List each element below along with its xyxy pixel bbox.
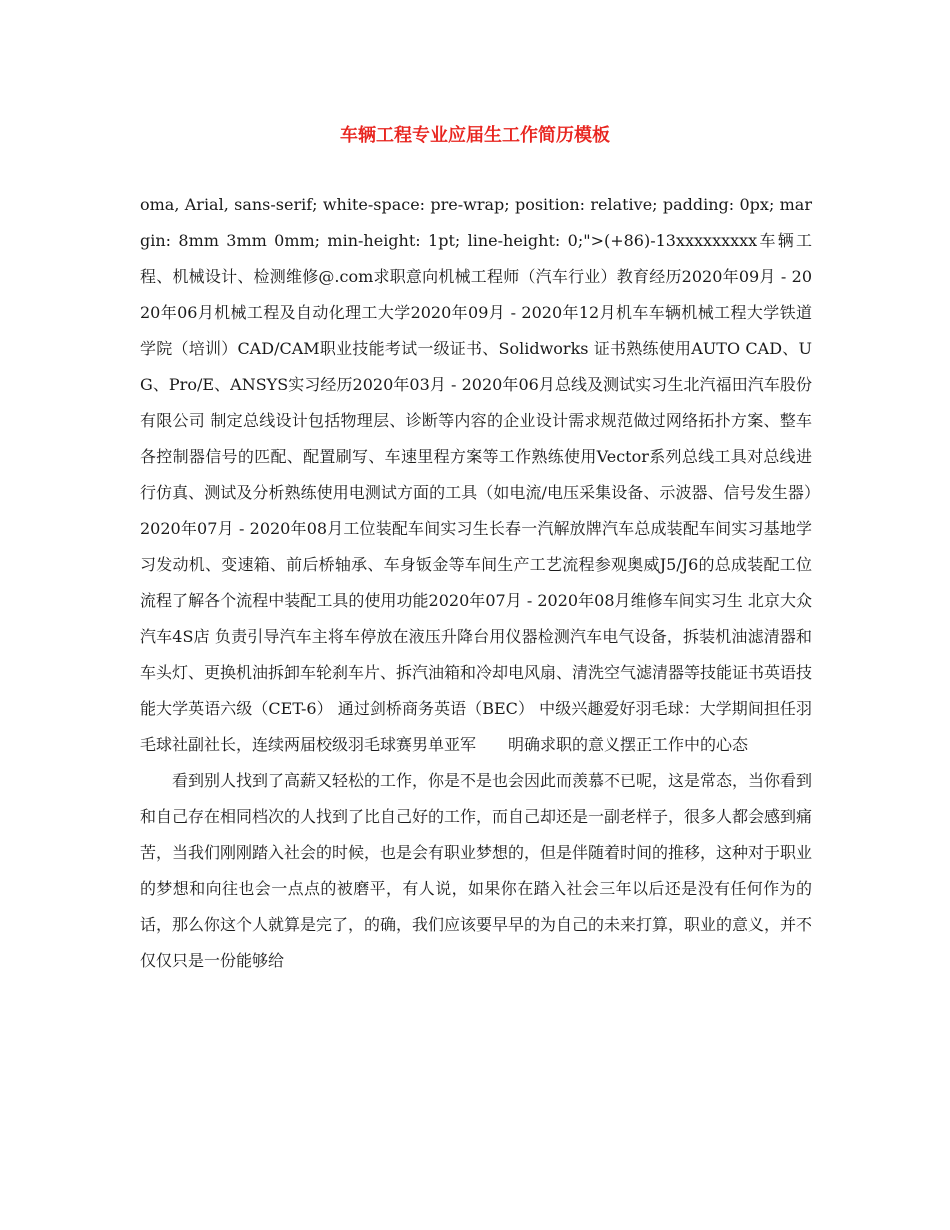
document-body [140,187,812,979]
resume-paragraph: oma, Arial, sans-serif; white-space: pre-wrap; position: relative; padding: 0px; margin: 8mm 3mm 0mm; min-height: 1pt; line-height: 0;">(+86)-13xxxxxxxxx车辆工程、机械设计、检测维修@.com求职意向机械工程师（汽车行业）教育经历2020年09月 - 2020年06月机械工程及自动化理工大学2020年09月 - 2020年12月机车车辆机械工程大学铁道学院（培训）CAD/CAM职业技能考试一级证书、Solidworks 证书熟练使用AUTO CAD、UG、Pro/E、ANSYS实习经历2020年03月 - 2020年06月总线及测试实习生北汽福田汽车股份有限公司 制定总线设计包括物理层、诊断等内容的企业设计需求规范做过网络拓扑方案、整车各控制器信号的匹配、配置刷写、车速里程方案等工作熟练使用Vector系列总线工具对总线进行仿真、测试及分析熟练使用电测试方面的工具（如电流/电压采集设备、示波器、信号发生器）2020年07月 - 2020年08月工位装配车间实习生长春一汽解放牌汽车总成装配车间实习基地学习发动机、变速箱、前后桥轴承、车身钣金等车间生产工艺流程参观奥威J5/J6的总成装配工位流程了解各个流程中装配工具的使用功能2020年07月 - 2020年08月维修车间实习生 北京大众汽车4S店 负责引导汽车主将车停放在液压升降台用仪器检测汽车电气设备，拆装机油滤清器和车头灯、更换机油拆卸车轮刹车片、拆汽油箱和冷却电风扇、清洗空气滤清器等技能证书英语技能大学英语六级（CET-6） 通过剑桥商务英语（BEC） 中级兴趣爱好羽毛球：大学期间担任羽毛球社副社长，连续两届校级羽毛球赛男单亚军 明确求职的意义摆正工作中的心态 [140,195,813,754]
essay-paragraph: 看到别人找到了高薪又轻松的工作，你是不是也会因此而羡慕不已呢，这是常态，当你看到和自己存在相同档次的人找到了比自己好的工作，而自己却还是一副老样子，很多人都会感到痛苦，当我们刚刚踏入社会的时候，也是会有职业梦想的，但是伴随着时间的推移，这种对于职业的梦想和向往也会一点点的被磨平，有人说，如果你在踏入社会三年以后还是没有任何作为的话，那么你这个人就算是完了，的确，我们应该要早早的为自己的未来打算，职业的意义，并不仅仅只是一份能够给 [140,771,813,970]
document-title: 车辆工程专业应届生工作简历模板 [340,125,610,146]
